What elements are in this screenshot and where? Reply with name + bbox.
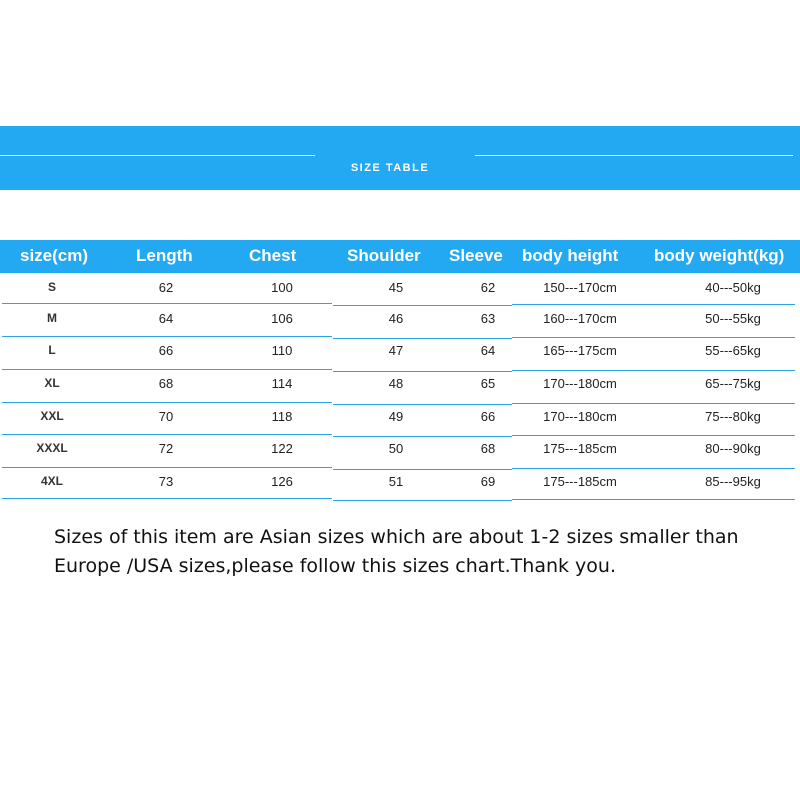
cell-sleeve: 63: [480, 311, 496, 326]
size-note: Sizes of this item are Asian sizes which are about 1-2 sizes smaller than Europe /USA sizes,please follow this sizes chart.Thank you.: [54, 526, 739, 577]
cell-body-height: 175---185cm: [543, 474, 617, 489]
cell-body-weight: 80---90kg: [705, 441, 761, 456]
cell-chest: 100: [271, 280, 293, 295]
row-divider: [2, 498, 332, 499]
cell-body-weight: 85---95kg: [705, 474, 761, 489]
cell-body-weight: 50---55kg: [705, 311, 761, 326]
row-divider: [333, 500, 512, 501]
cell-body-height: 160---170cm: [543, 311, 617, 326]
header-shoulder: Shoulder: [347, 246, 421, 265]
row-divider: [2, 402, 332, 403]
row-divider: [512, 403, 795, 404]
cell-size: S: [47, 280, 56, 294]
row-divider: [2, 369, 332, 370]
cell-size: L: [48, 343, 56, 357]
cell-length: 72: [158, 441, 174, 456]
row-divider: [333, 371, 512, 372]
size-table: [0, 240, 800, 500]
cell-sleeve: 62: [480, 280, 496, 295]
row-divider: [333, 338, 512, 339]
banner-divider-right: [475, 155, 793, 156]
row-divider: [512, 370, 795, 371]
cell-length: 68: [158, 376, 174, 391]
cell-body-weight: 65---75kg: [705, 376, 761, 391]
cell-sleeve: 64: [480, 343, 496, 358]
banner-divider-left: [0, 155, 315, 156]
cell-length: 70: [158, 409, 174, 424]
size-table-banner: [0, 126, 800, 190]
row-divider: [512, 435, 795, 436]
cell-shoulder: 48: [388, 376, 404, 391]
cell-length: 64: [158, 311, 174, 326]
cell-chest: 118: [271, 409, 293, 424]
cell-chest: 106: [271, 311, 293, 326]
cell-sleeve: 68: [480, 441, 496, 456]
cell-sleeve: 69: [480, 474, 496, 489]
row-divider: [333, 436, 512, 437]
cell-shoulder: 45: [388, 280, 404, 295]
cell-size: M: [47, 311, 57, 325]
cell-shoulder: 46: [388, 311, 404, 326]
row-divider: [512, 468, 795, 469]
header-length: Length: [136, 246, 193, 265]
cell-body-height: 150---170cm: [543, 280, 617, 295]
header-body-height: body height: [522, 246, 619, 265]
cell-sleeve: 65: [480, 376, 496, 391]
cell-length: 62: [158, 280, 174, 295]
header-size: size(cm): [20, 246, 89, 265]
cell-chest: 114: [271, 376, 293, 391]
row-divider: [512, 337, 795, 338]
cell-shoulder: 49: [388, 409, 404, 424]
row-divider: [2, 467, 332, 468]
row-divider: [2, 303, 332, 304]
row-divider: [333, 404, 512, 405]
header-sleeve: Sleeve: [449, 246, 503, 265]
cell-length: 73: [158, 474, 174, 489]
table-header-row: [0, 240, 800, 273]
header-body-weight: body weight(kg): [654, 246, 785, 265]
row-divider: [2, 434, 332, 435]
cell-body-weight: 75---80kg: [705, 409, 761, 424]
cell-size: XL: [44, 376, 60, 390]
row-divider: [2, 336, 332, 337]
cell-body-height: 170---180cm: [543, 409, 617, 424]
cell-chest: 126: [271, 474, 293, 489]
cell-size: 4XL: [40, 474, 63, 488]
cell-shoulder: 47: [388, 343, 404, 358]
cell-body-weight: 40---50kg: [705, 280, 761, 295]
banner-title: SIZE TABLE: [350, 162, 430, 174]
cell-sleeve: 66: [480, 409, 496, 424]
cell-chest: 122: [271, 441, 293, 456]
row-divider: [512, 499, 795, 500]
cell-body-weight: 55---65kg: [705, 343, 761, 358]
cell-body-height: 175---185cm: [543, 441, 617, 456]
cell-body-height: 165---175cm: [543, 343, 617, 358]
header-chest: Chest: [249, 246, 297, 265]
cell-shoulder: 51: [388, 474, 404, 489]
row-divider: [512, 304, 795, 305]
cell-chest: 110: [271, 343, 293, 358]
row-divider: [333, 305, 512, 306]
cell-size: XXL: [40, 409, 64, 423]
cell-length: 66: [158, 343, 174, 358]
row-divider: [333, 469, 512, 470]
cell-body-height: 170---180cm: [543, 376, 617, 391]
cell-shoulder: 50: [388, 441, 404, 456]
cell-size: XXXL: [36, 441, 68, 455]
